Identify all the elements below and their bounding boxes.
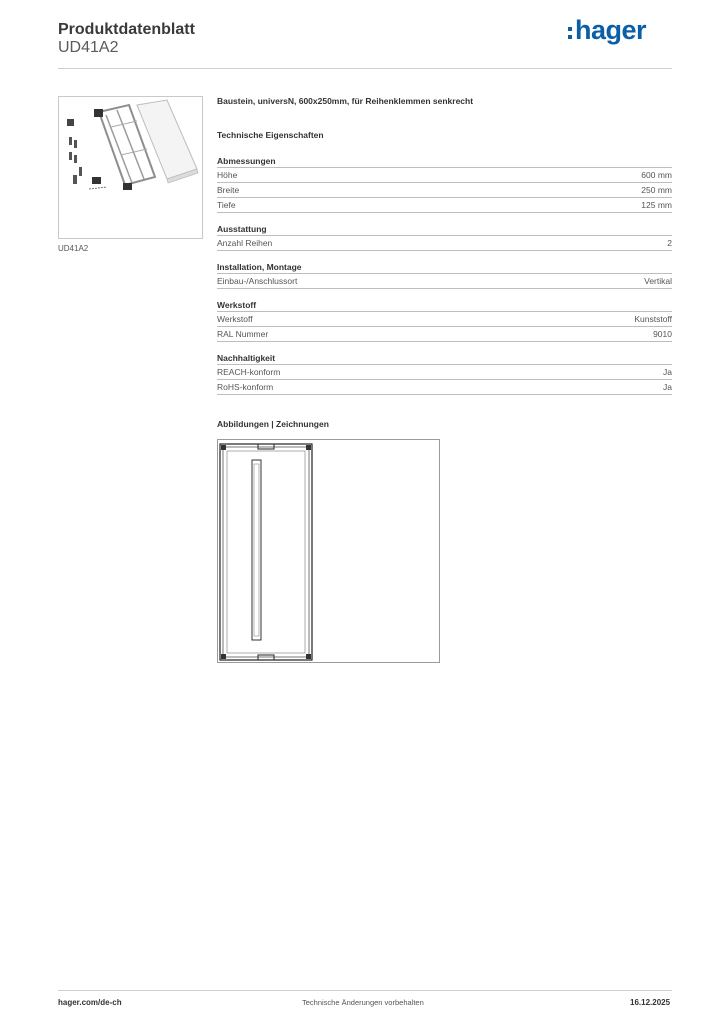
photo-caption: UD41A2 — [58, 244, 89, 253]
product-photo-illustration — [59, 97, 202, 238]
section-dimensions — [217, 155, 672, 213]
section-title: Nachhaltigkeit — [217, 352, 672, 365]
table-row — [217, 274, 672, 289]
row-value: 9010 — [653, 329, 672, 339]
row-value: Ja — [663, 382, 672, 392]
row-label: Einbau-/Anschlussort — [217, 276, 298, 286]
hager-logo — [568, 15, 646, 46]
properties-table — [217, 155, 672, 405]
section-title: Ausstattung — [217, 223, 672, 236]
logo-text: hager — [575, 15, 647, 45]
footer-website-link[interactable]: hager.com/de-ch — [58, 998, 122, 1007]
technical-drawing-illustration — [218, 440, 439, 662]
row-label: Werkstoff — [217, 314, 253, 324]
row-value: 125 mm — [641, 200, 672, 210]
footer-disclaimer: Technische Änderungen vorbehalten — [302, 998, 424, 1007]
product-photo — [58, 96, 203, 239]
section-sustainability — [217, 352, 672, 395]
row-value: 600 mm — [641, 170, 672, 180]
table-row — [217, 168, 672, 183]
table-row — [217, 183, 672, 198]
table-row — [217, 365, 672, 380]
row-label: RAL Nummer — [217, 329, 269, 339]
product-code: UD41A2 — [58, 39, 119, 56]
section-title: Installation, Montage — [217, 261, 672, 274]
row-label: Breite — [217, 185, 240, 195]
header-divider — [58, 68, 672, 69]
row-label: Anzahl Reihen — [217, 238, 273, 248]
product-description: Baustein, universN, 600x250mm, für Reihenklemmen senkrecht — [217, 96, 474, 106]
row-value: Ja — [663, 367, 672, 377]
table-row — [217, 327, 672, 342]
table-row — [217, 312, 672, 327]
logo-dots-icon — [568, 27, 572, 39]
table-row — [217, 198, 672, 213]
row-value: 2 — [667, 238, 672, 248]
row-value: 250 mm — [641, 185, 672, 195]
section-installation — [217, 261, 672, 289]
section-title: Abmessungen — [217, 155, 672, 168]
row-label: RoHS-konform — [217, 382, 274, 392]
row-value: Kunststoff — [634, 314, 672, 324]
footer-divider — [58, 990, 672, 991]
section-title: Werkstoff — [217, 299, 672, 312]
table-row — [217, 380, 672, 395]
section-material — [217, 299, 672, 342]
section-equipment — [217, 223, 672, 251]
row-label: Höhe — [217, 170, 238, 180]
row-label: REACH-konform — [217, 367, 281, 377]
document-title: Produktdatenblatt — [58, 21, 195, 38]
drawings-heading: Abbildungen | Zeichnungen — [217, 419, 329, 429]
row-label: Tiefe — [217, 200, 236, 210]
row-value: Vertikal — [644, 276, 672, 286]
technical-drawing — [217, 439, 440, 663]
technical-properties-heading: Technische Eigenschaften — [217, 130, 324, 140]
table-row — [217, 236, 672, 251]
footer-date: 16.12.2025 — [630, 998, 671, 1007]
